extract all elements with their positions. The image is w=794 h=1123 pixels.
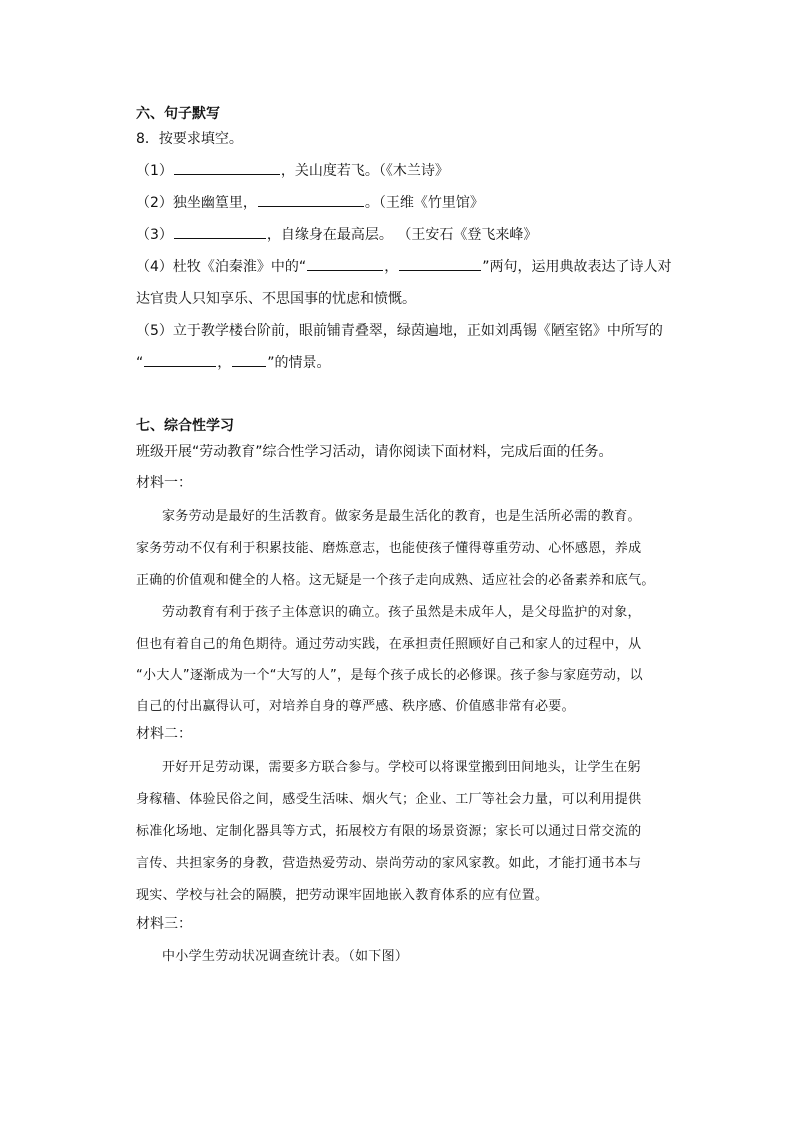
material-3-line: 中小学生劳动状况调查统计表。（如下图）	[162, 949, 409, 964]
fill-item-4	[136, 256, 671, 276]
answer-blank[interactable]	[258, 192, 364, 207]
answer-blank[interactable]	[174, 160, 280, 175]
item-number: （2）	[136, 195, 173, 211]
question-8: 8．按要求填空。	[136, 131, 243, 147]
material-2-line: 现实、学校与社会的隔膜，把劳动课牢固地嵌入教育体系的应有位置。	[136, 888, 549, 903]
fill-item-1	[136, 160, 449, 180]
material-1-line: “小大人”逐渐成为一个“大写的人”，是每个孩子成长的必修课。孩子参与家庭劳动，以	[136, 668, 643, 683]
item-number: （4）	[136, 259, 173, 275]
fill-item-5	[136, 320, 663, 340]
item-text: ，自缘身在最高层。 （王安石《登飞来峰》	[266, 227, 538, 243]
answer-blank[interactable]	[399, 256, 481, 271]
item-text: 。（王维《竹里馆》	[364, 195, 484, 211]
item-text: ”的情景。	[267, 355, 331, 371]
material-1-line: 但也有着自己的角色期待。通过劳动实践，在承担责任照顾好自己和家人的过程中，从	[136, 637, 642, 652]
item-number: （5）	[136, 323, 173, 339]
fill-item-2	[136, 192, 484, 212]
item-text: 立于教学楼台阶前，眼前铺青叠翠，绿茵遍地，正如刘禹锡《陋室铭》中所写的	[172, 323, 663, 339]
item-text: 独坐幽篁里，	[172, 195, 257, 211]
material-2-line: 言传、共担家务的身教，营造热爱劳动、崇尚劳动的家风家教。如此，才能打通书本与	[136, 856, 642, 871]
answer-blank[interactable]	[174, 224, 266, 239]
material-3-label: 材料三：	[136, 916, 192, 932]
material-2-line: 身稼穑、体验民俗之间，感受生活味、烟火气；企业、工厂等社会力量，可以利用提供	[136, 792, 642, 807]
fill-item-3	[136, 224, 537, 244]
material-1-line: 家务劳动是最好的生活教育。做家务是最生活化的教育，也是生活所必需的教育。	[162, 509, 641, 524]
fill-item-5-line2	[136, 352, 331, 372]
item-number: （1）	[136, 163, 173, 179]
material-1-line: 家务劳动不仅有利于积累技能、磨炼意志，也能使孩子懂得尊重劳动、心怀感恩，养成	[136, 541, 642, 556]
item-text: ，	[384, 259, 399, 275]
material-1-line: 劳动教育有利于孩子主体意识的确立。孩子虽然是未成年人，是父母监护的对象，	[162, 605, 641, 620]
section-intro: 班级开展“劳动教育”综合性学习活动，请你阅读下面材料，完成后面的任务。	[136, 444, 613, 460]
section-heading-7: 七、综合性学习	[136, 418, 234, 434]
material-2-line: 标准化场地、定制化器具等方式，拓展校方有限的场景资源；家长可以通过日常交流的	[136, 824, 642, 839]
item-text: ，关山度若飞。（《木兰诗》	[280, 163, 449, 179]
material-1-line: 正确的价值观和健全的人格。这无疑是一个孩子走向成熟、适应社会的必备素养和底气。	[136, 573, 655, 588]
fill-item-4-line2: 达官贵人只知享乐、不思国事的忧虑和愤慨。	[136, 291, 416, 307]
section-heading-6: 六、句子默写	[136, 106, 220, 122]
item-text: ，	[217, 355, 232, 371]
answer-blank[interactable]	[307, 256, 383, 271]
material-1-line: 自己的付出赢得认可，对培养自身的尊严感、秩序感、价值感非常有必要。	[136, 699, 575, 714]
item-number: （3）	[136, 227, 173, 243]
material-2-line: 开好开足劳动课，需要多方联合参与。学校可以将课堂搬到田间地头，让学生在躬	[162, 760, 641, 775]
answer-blank[interactable]	[232, 352, 266, 367]
material-1-label: 材料一：	[136, 475, 192, 491]
item-text: “	[136, 355, 144, 371]
item-text: ”两句，运用典故表达了诗人对	[482, 259, 672, 275]
item-text: 杜牧《泊秦淮》中的“	[172, 259, 307, 275]
answer-blank[interactable]	[144, 352, 216, 367]
material-2-label: 材料二：	[136, 726, 192, 742]
